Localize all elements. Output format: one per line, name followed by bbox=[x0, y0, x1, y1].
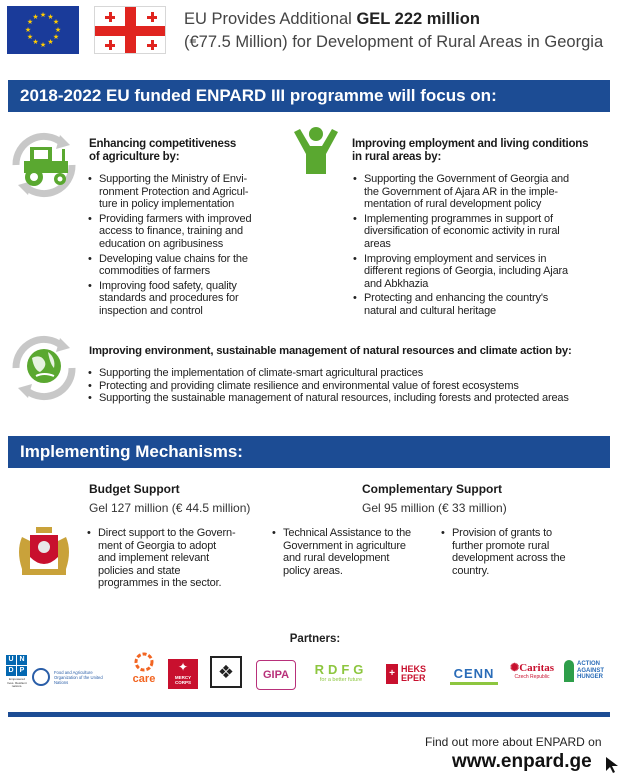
rdfg-logo: RDFG for a better future bbox=[314, 662, 368, 683]
fao-emblem-icon bbox=[32, 668, 50, 686]
care-logo: care bbox=[128, 652, 160, 685]
environment-list bbox=[87, 367, 617, 405]
list-item: • Improving food safety, quality standards and procedures for inspection and control bbox=[87, 280, 287, 318]
list-item: • Developing value chains for the commodities of farmers bbox=[87, 253, 287, 278]
list-item: • Implementing programmes in support of diversification of economic activity in rural areas bbox=[352, 213, 622, 251]
budget-support-title: Budget Support bbox=[89, 482, 180, 496]
list-item: • Protecting and enhancing the country's natural and cultural heritage bbox=[352, 292, 622, 317]
mercy-corps-mark-icon: ✦ bbox=[177, 660, 189, 674]
employment-title: Improving employment and living conditions in rural areas by: bbox=[352, 138, 589, 163]
caritas-flame-icon: ✺ bbox=[509, 662, 520, 674]
complementary-support-title: Complementary Support bbox=[362, 482, 503, 496]
competitiveness-title: Enhancing competitiveness of agriculture by: bbox=[89, 138, 237, 163]
eu-star-icon: ★ bbox=[52, 34, 60, 41]
eu-star-icon: ★ bbox=[52, 19, 60, 26]
headline bbox=[184, 8, 624, 54]
list-item: • Providing farmers with improved access to finance, training and education on agribusiness bbox=[87, 213, 287, 251]
heks-eper-logo: + HEKS EPER bbox=[386, 664, 440, 684]
aah-figure-icon bbox=[564, 660, 574, 682]
eu-star-icon: ★ bbox=[26, 34, 34, 41]
list-item: • Protecting and providing climate resilience and environmental value of forest ecosystems bbox=[87, 380, 617, 393]
competitiveness-list bbox=[87, 173, 287, 320]
ornament-icon: ❖ bbox=[217, 662, 235, 682]
georgia-coat-of-arms-icon bbox=[14, 523, 74, 579]
cenn-logo: CENN bbox=[450, 666, 498, 685]
eu-star-icon: ★ bbox=[32, 13, 39, 21]
list-item: • Technical Assistance to the Government in agriculture and rural development policy areas. bbox=[271, 527, 441, 577]
eu-star-icon: ★ bbox=[39, 11, 47, 19]
ornament-emblem-logo bbox=[210, 656, 242, 688]
partners-label: Partners: bbox=[289, 633, 341, 645]
tractor-icon bbox=[4, 125, 84, 205]
list-item: • Supporting the implementation of climate-smart agricultural practices bbox=[87, 367, 617, 380]
focus-section-bar: 2018-2022 EU funded ENPARD III programme will focus on: bbox=[8, 80, 610, 112]
eu-star-icon: ★ bbox=[47, 39, 54, 47]
georgia-flag-icon bbox=[94, 6, 166, 54]
technical-assistance-list bbox=[271, 527, 441, 579]
grants-list bbox=[440, 527, 610, 579]
eu-star-icon: ★ bbox=[26, 19, 34, 26]
eu-star-icon: ★ bbox=[32, 39, 39, 47]
headline-line-2: (€77.5 Million) for Development of Rural Areas in Georgia bbox=[184, 33, 604, 51]
mercy-corps-logo: ✦ MERCY CORPS bbox=[168, 659, 198, 689]
findout-text: Find out more about ENPARD on bbox=[425, 735, 602, 749]
mechanisms-section-bar: Implementing Mechanisms: bbox=[8, 436, 610, 468]
care-hands-icon bbox=[131, 652, 157, 672]
action-against-hunger-logo: ACTION AGAINST HUNGER bbox=[564, 660, 614, 682]
footer-divider bbox=[8, 712, 610, 717]
enpard-website-link[interactable]: www.enpard.ge bbox=[452, 751, 592, 772]
list-item: • Supporting the Ministry of Envi- ronment Protection and Agricul- ture in policy implementation bbox=[87, 173, 287, 211]
list-item: • Supporting the Government of Georgia and the Government of Ajara AR in the imple- mentation of rural development policy bbox=[352, 173, 622, 211]
person-raised-arms-icon bbox=[290, 126, 342, 176]
list-item: • Supporting the sustainable management of natural resources, including forests and protected areas bbox=[87, 392, 617, 405]
budget-support-list bbox=[86, 527, 266, 592]
eu-star-icon: ★ bbox=[47, 13, 54, 21]
headline-amount: GEL 222 million bbox=[356, 10, 480, 28]
headline-prefix: EU Provides Additional bbox=[184, 10, 357, 28]
caritas-logo: ✺Caritas Czech Republic bbox=[509, 662, 555, 680]
cursor-pointer-icon bbox=[603, 755, 623, 775]
eu-star-icon: ★ bbox=[54, 26, 62, 34]
gipa-logo: GIPA bbox=[256, 660, 296, 690]
budget-support-amount: Gel 127 million (€ 44.5 million) bbox=[89, 501, 251, 515]
eu-star-icon: ★ bbox=[24, 26, 32, 34]
environment-title: Improving environment, sustainable management of natural resources and climate action by: bbox=[89, 345, 572, 357]
list-item: • Improving employment and services in different regions of Georgia, including Ajara and Abkhazia bbox=[352, 253, 622, 291]
complementary-support-amount: Gel 95 million (€ 33 million) bbox=[362, 501, 507, 515]
undp-logo: U N D P Empowered lives. Resilient nations. bbox=[7, 656, 27, 688]
eu-star-icon: ★ bbox=[39, 41, 47, 49]
globe-leaf-icon bbox=[4, 328, 84, 408]
employment-list bbox=[352, 173, 622, 320]
eu-flag-icon bbox=[7, 6, 79, 54]
list-item: • Direct support to the Govern- ment of Georgia to adopt and implement relevant policies and state programmes in the sector. bbox=[86, 527, 266, 590]
heks-cross-icon: + bbox=[386, 664, 398, 684]
list-item: • Provision of grants to further promote rural development across the country. bbox=[440, 527, 610, 577]
fao-logo: Food and Agriculture Organization of the United Nations bbox=[32, 668, 122, 686]
